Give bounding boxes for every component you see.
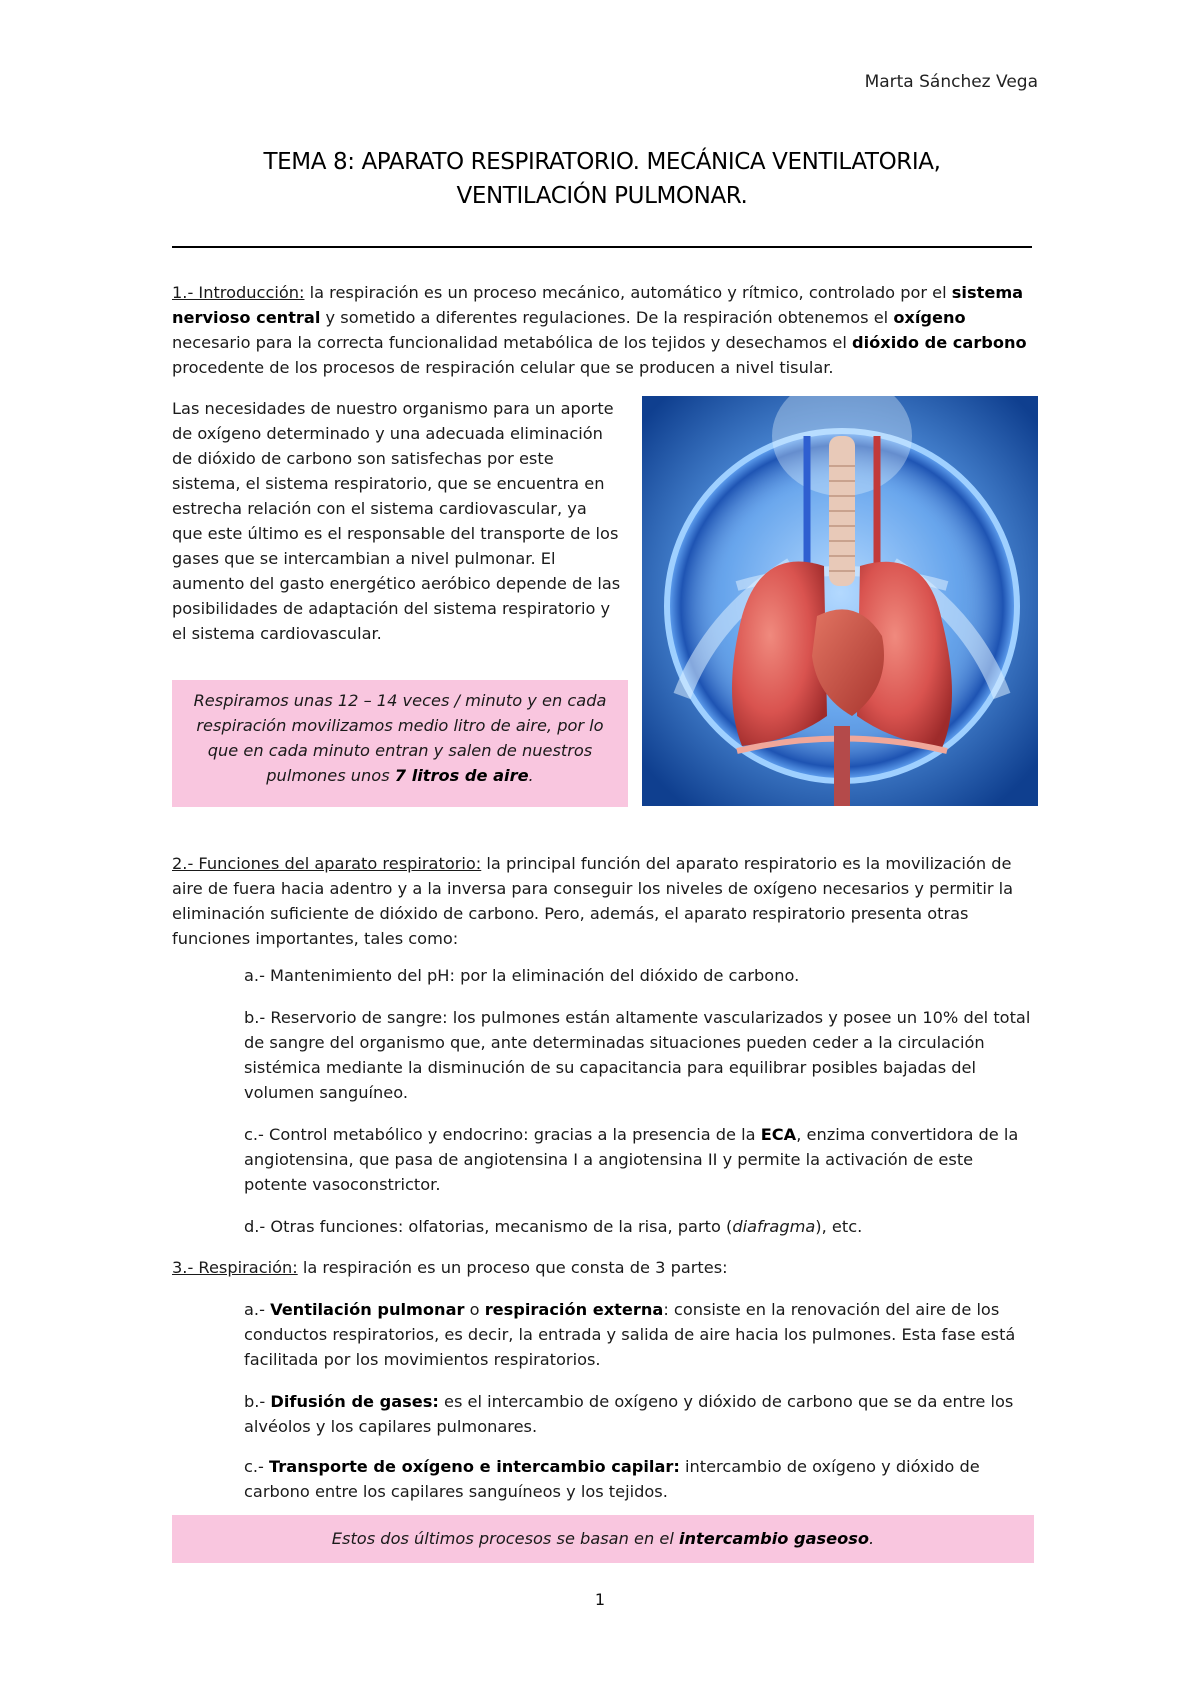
function-item-b: b.- Reservorio de sangre: los pulmones están altamente vascularizados y posee un 10% del total de sangre del organismo que, ante determinadas situaciones pueden ceder a la circulación sistémica mediante la disminución de su capacitancia para equilibrar posibles bajadas del volumen sanguíneo. — [244, 1008, 1031, 1102]
respiration-heading: 3.- Respiración: — [172, 1258, 298, 1277]
title-divider — [172, 246, 1032, 248]
title-line-2: VENTILACIÓN PULMONAR. — [456, 183, 748, 209]
bold-difusion-gases: Difusión de gases: — [270, 1392, 439, 1411]
page-number: 1 — [594, 1590, 606, 1609]
bold-respiracion-externa: respiración externa — [484, 1300, 664, 1319]
callout-gas-exchange-text: Estos dos últimos procesos se basan en el intercambio gaseoso. — [331, 1529, 875, 1548]
respiration-paragraph — [172, 1255, 1034, 1280]
functions-text: la principal función del aparato respiratorio es la movilización de aire de fuera hacia adentro y a la inversa para conseguir los niveles de oxígeno necesarios y permitir la eliminación suficiente de dióxido de carbono. Pero, además, el aparato respiratorio presenta otras funciones importantes, tales como: — [172, 854, 1014, 948]
function-item-d: d.- Otras funciones: olfatorias, mecanismo de la risa, parto (diafragma), etc. — [244, 1217, 863, 1236]
respiration-item-a: a.- Ventilación pulmonar o respiración externa: consiste en la renovación del aire de los conductos respiratorios, es decir, la entrada y salida de aire hacia los pulmones. Esta fase está facilitada por los movimientos respiratorios. — [244, 1300, 1016, 1369]
needs-paragraph: Las necesidades de nuestro organismo para un aporte de oxígeno determinado y una adecuada eliminación de dióxido de carbono son satisfechas por este sistema, el sistema respiratorio, que se encuentra en estrecha relación con el sistema cardiovascular, ya que este último es el responsable del transporte de los gases que se intercambian a nivel pulmonar. El aumento del gasto energético aeróbico depende de las posibilidades de adaptación del sistema respiratorio y el sistema cardiovascular. — [172, 399, 621, 643]
bold-transporte-oxigeno: Transporte de oxígeno e intercambio capilar: — [269, 1457, 680, 1476]
functions-paragraph — [172, 851, 1034, 951]
intro-paragraph — [172, 280, 1030, 380]
lungs-image — [642, 396, 1038, 806]
callout-gas-exchange — [172, 1515, 1034, 1563]
bold-ventilacion-pulmonar: Ventilación pulmonar — [270, 1300, 465, 1319]
intro-bold-oxigeno: oxígeno — [893, 308, 966, 327]
title-line-1: TEMA 8: APARATO RESPIRATORIO. MECÁNICA VENTILATORIA, — [263, 149, 941, 175]
intro-text-1: la respiración es un proceso mecánico, automático y rítmico, controlado por el — [304, 283, 952, 302]
function-item-c: c.- Control metabólico y endocrino: gracias a la presencia de la ECA, enzima convertidora de la angiotensina, que pasa de angiotensina I a angiotensina II y permite la activación de este potente vasoconstrictor. — [244, 1125, 1019, 1194]
intro-text-3: necesario para la correcta funcionalidad metabólica de los tejidos y desechamos el — [172, 333, 853, 352]
intro-bold-co2: dióxido de carbono — [852, 333, 1027, 352]
author-header: Marta Sánchez Vega — [864, 72, 1038, 92]
functions-heading: 2.- Funciones del aparato respiratorio: — [172, 854, 482, 873]
bold-eca: ECA — [760, 1125, 797, 1144]
respiration-item-b: b.- Difusión de gases: es el intercambio de oxígeno y dióxido de carbono que se da entre los alvéolos y los capilares pulmonares. — [244, 1392, 1014, 1436]
callout-breathing-text: Respiramos unas 12 – 14 veces / minuto y en cada respiración movilizamos medio litro de aire, por lo que en cada minuto entran y salen de nuestros pulmones unos 7 litros de aire. — [193, 691, 607, 785]
respiratory-system-illustration — [642, 396, 1038, 806]
callout-bold-intercambio: intercambio gaseoso — [678, 1529, 870, 1548]
italic-diafragma: diafragma — [732, 1217, 816, 1236]
function-item-a: a.- Mantenimiento del pH: por la eliminación del dióxido de carbono. — [244, 966, 800, 985]
callout-bold-7-litros: 7 litros de aire — [394, 766, 529, 785]
intro-bold-snc: sistema nervioso central — [172, 283, 1024, 327]
intro-text-2: y sometido a diferentes regulaciones. De la respiración obtenemos el — [320, 308, 894, 327]
page-title — [172, 145, 1032, 213]
intro-text-4: procedente de los procesos de respiración celular que se producen a nivel tisular. — [172, 358, 834, 377]
callout-breathing-rate — [172, 680, 628, 807]
respiration-item-c: c.- Transporte de oxígeno e intercambio capilar: intercambio de oxígeno y dióxido de carbono entre los capilares sanguíneos y los tejidos. — [244, 1457, 980, 1501]
intro-heading: 1.- Introducción: — [172, 283, 305, 302]
respiration-text: la respiración es un proceso que consta de 3 partes: — [297, 1258, 728, 1277]
